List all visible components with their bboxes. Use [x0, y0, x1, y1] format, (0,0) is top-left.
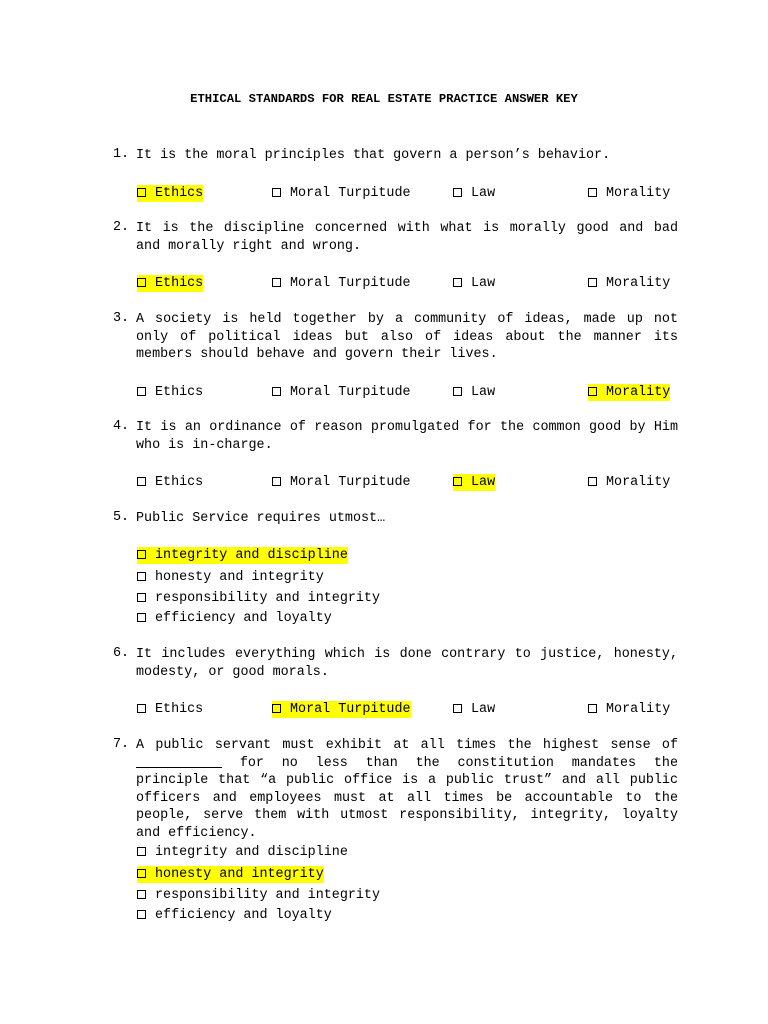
option-label: Ethics: [155, 385, 204, 400]
option-label: efficiency and loyalty: [155, 611, 332, 626]
option-efficiency-and-loyalty[interactable]: [137, 610, 332, 628]
option-label: Moral Turpitude: [290, 702, 411, 717]
option-morality[interactable]: [588, 275, 670, 293]
checkbox-icon[interactable]: [272, 188, 281, 197]
option-ethics[interactable]: [137, 384, 203, 402]
checkbox-icon[interactable]: [137, 869, 146, 878]
option-label: Law: [471, 702, 496, 717]
checkbox-icon[interactable]: [137, 278, 146, 287]
option-moral-turpitude[interactable]: [272, 474, 411, 492]
question-6: [113, 646, 678, 681]
checkbox-icon[interactable]: [137, 847, 146, 856]
question-text: It includes everything which is done contrary to justice, honesty, modesty, or good morals.: [136, 647, 678, 680]
option-label: Morality: [606, 276, 671, 291]
option-label: honesty and integrity: [155, 867, 324, 882]
option-label: Ethics: [155, 276, 204, 291]
option-law[interactable]: [453, 275, 495, 293]
question-number: 6.: [113, 646, 130, 661]
option-law[interactable]: [453, 384, 495, 402]
option-label: Morality: [606, 475, 671, 490]
question-text-part: for no less than the constitution mandates the principle that “a public office is a public trust” and all public officers and employees must at all times be accountable to the people, serve them with utmost responsibility, integrity, loyalty and efficiency.: [136, 755, 678, 841]
option-ethics[interactable]: [137, 275, 203, 293]
option-honesty-and-integrity[interactable]: [137, 569, 324, 587]
checkbox-icon[interactable]: [588, 278, 597, 287]
question-4: [113, 419, 678, 454]
question-text: [136, 737, 678, 842]
question-number: 4.: [113, 419, 130, 434]
question-number: 3.: [113, 311, 130, 326]
option-label: Morality: [606, 385, 671, 400]
answer-highlight: [137, 866, 324, 883]
option-responsibility-and-integrity[interactable]: [137, 887, 380, 905]
option-label: Moral Turpitude: [290, 475, 411, 490]
question-7: [113, 737, 678, 842]
option-label: Moral Turpitude: [290, 276, 411, 291]
option-integrity-and-discipline[interactable]: [137, 547, 348, 565]
checkbox-icon[interactable]: [137, 593, 146, 602]
checkbox-icon[interactable]: [137, 613, 146, 622]
question-text: It is an ordinance of reason promulgated for the common good by Him who is in-charge.: [136, 420, 678, 453]
option-label: efficiency and loyalty: [155, 908, 332, 923]
option-law[interactable]: [453, 474, 495, 492]
answer-blank: [136, 755, 222, 768]
checkbox-icon[interactable]: [137, 387, 146, 396]
question-text: A society is held together by a community of ideas, made up not only of political ideas but also of ideas about the manner its members should behave and govern their lives.: [136, 312, 678, 362]
option-ethics[interactable]: [137, 701, 203, 719]
option-moral-turpitude[interactable]: [272, 185, 411, 203]
answer-highlight: [137, 275, 203, 292]
checkbox-icon[interactable]: [137, 572, 146, 581]
option-label: integrity and discipline: [155, 548, 348, 563]
option-responsibility-and-integrity[interactable]: [137, 590, 380, 608]
option-morality[interactable]: [588, 701, 670, 719]
checkbox-icon[interactable]: [137, 910, 146, 919]
option-label: Ethics: [155, 702, 204, 717]
checkbox-icon[interactable]: [137, 890, 146, 899]
option-ethics[interactable]: [137, 474, 203, 492]
option-law[interactable]: [453, 185, 495, 203]
answer-highlight: [272, 701, 411, 718]
option-morality[interactable]: [588, 185, 670, 203]
question-3: [113, 311, 678, 364]
checkbox-icon[interactable]: [137, 477, 146, 486]
question-text: It is the discipline concerned with what is morally good and bad and morally right and wrong.: [136, 221, 678, 254]
option-morality[interactable]: [588, 384, 670, 402]
checkbox-icon[interactable]: [137, 550, 146, 559]
checkbox-icon[interactable]: [272, 477, 281, 486]
checkbox-icon[interactable]: [272, 704, 281, 713]
option-honesty-and-integrity[interactable]: [137, 866, 324, 884]
question-number: 7.: [113, 737, 130, 752]
option-morality[interactable]: [588, 474, 670, 492]
checkbox-icon[interactable]: [588, 477, 597, 486]
page-title: ETHICAL STANDARDS FOR REAL ESTATE PRACTICE ANSWER KEY: [190, 92, 578, 106]
option-moral-turpitude[interactable]: [272, 384, 411, 402]
answer-highlight: [588, 384, 670, 401]
question-1: [113, 147, 678, 165]
checkbox-icon[interactable]: [453, 704, 462, 713]
option-efficiency-and-loyalty[interactable]: [137, 907, 332, 925]
answer-highlight: [453, 474, 495, 491]
option-label: Law: [471, 276, 496, 291]
option-integrity-and-discipline[interactable]: [137, 844, 348, 862]
option-label: integrity and discipline: [155, 845, 348, 860]
option-label: Moral Turpitude: [290, 186, 411, 201]
option-label: Morality: [606, 186, 671, 201]
checkbox-icon[interactable]: [137, 188, 146, 197]
option-label: honesty and integrity: [155, 570, 324, 585]
option-label: Law: [471, 475, 496, 490]
option-label: Law: [471, 186, 496, 201]
answer-highlight: [137, 185, 203, 202]
question-number: 2.: [113, 220, 130, 235]
option-label: responsibility and integrity: [155, 888, 380, 903]
question-text-part: A public servant must exhibit at all times the highest sense of: [136, 738, 678, 753]
question-number: 1.: [113, 147, 130, 162]
question-5: [113, 510, 678, 528]
option-moral-turpitude[interactable]: [272, 275, 411, 293]
checkbox-icon[interactable]: [453, 387, 462, 396]
option-label: Ethics: [155, 475, 204, 490]
option-moral-turpitude[interactable]: [272, 701, 411, 719]
answer-highlight: [137, 547, 348, 564]
checkbox-icon[interactable]: [453, 188, 462, 197]
option-label: Moral Turpitude: [290, 385, 411, 400]
checkbox-icon[interactable]: [272, 278, 281, 287]
checkbox-icon[interactable]: [453, 477, 462, 486]
option-label: responsibility and integrity: [155, 591, 380, 606]
option-ethics[interactable]: [137, 185, 203, 203]
checkbox-icon[interactable]: [453, 278, 462, 287]
checkbox-icon[interactable]: [588, 704, 597, 713]
checkbox-icon[interactable]: [588, 188, 597, 197]
option-law[interactable]: [453, 701, 495, 719]
checkbox-icon[interactable]: [588, 387, 597, 396]
option-label: Ethics: [155, 186, 204, 201]
question-2: [113, 220, 678, 255]
question-number: 5.: [113, 510, 130, 525]
option-label: Law: [471, 385, 496, 400]
option-label: Morality: [606, 702, 671, 717]
question-text: Public Service requires utmost…: [136, 511, 386, 526]
checkbox-icon[interactable]: [272, 387, 281, 396]
question-text: It is the moral principles that govern a person’s behavior.: [136, 148, 611, 163]
checkbox-icon[interactable]: [137, 704, 146, 713]
